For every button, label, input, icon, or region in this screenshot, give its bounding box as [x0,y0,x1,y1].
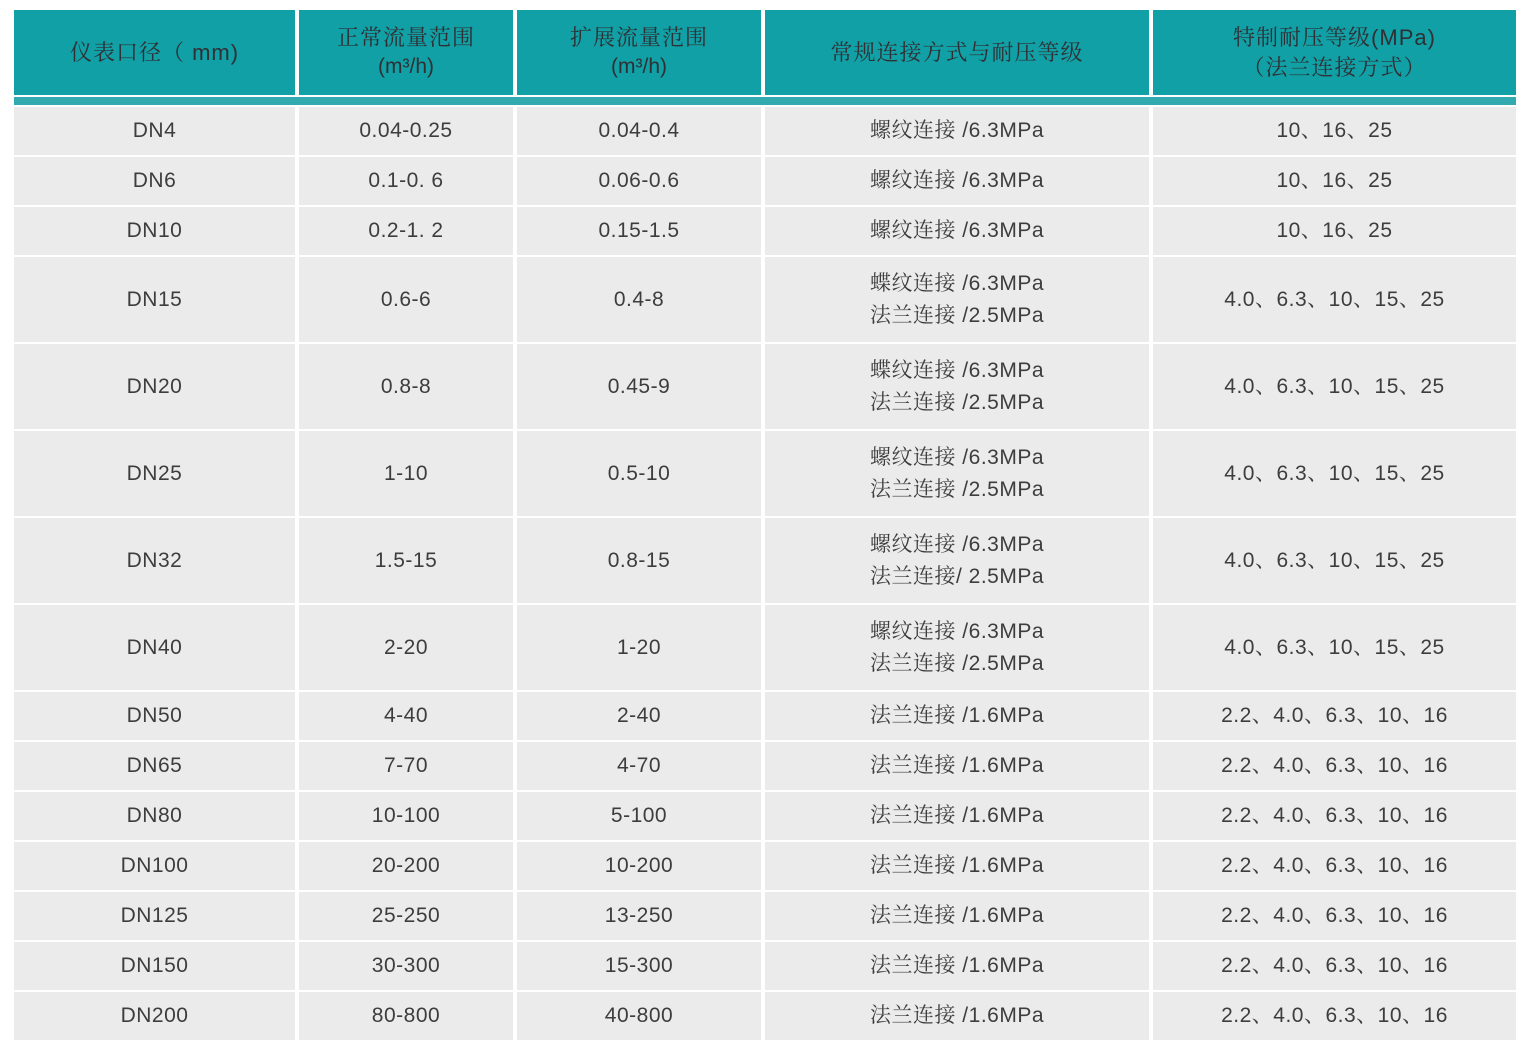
extended-range-value: 0.04-0.4 [598,119,680,143]
connection-line-2: 法兰连接 /2.5MPa [869,651,1045,675]
cell-size [14,992,295,1040]
cell-normal-range [299,842,513,890]
extended-range-value: 2-40 [616,704,662,728]
connection-line-1: 螺纹连接 /6.3MPa [869,119,1045,143]
special-pressure-value: 4.0、6.3、10、15、25 [1224,635,1445,659]
cell-special-pressure [1153,518,1516,603]
normal-range-value: 0.8-8 [380,374,432,398]
cell-special-pressure [1153,992,1516,1040]
extended-range-value: 0.5-10 [607,461,671,485]
cell-normal-range [299,605,513,690]
cell-connection [765,257,1149,342]
extended-range-value: 5-100 [610,804,668,828]
cell-connection [765,692,1149,740]
cell-extended-range [517,992,761,1040]
cell-special-pressure [1153,107,1516,155]
special-pressure-value: 4.0、6.3、10、15、25 [1224,461,1445,485]
size-value: DN25 [126,461,183,485]
extended-range-value: 0.06-0.6 [598,169,680,193]
cell-connection [765,344,1149,429]
size-value: DN150 [120,954,189,978]
cell-size [14,742,295,790]
normal-range-value: 0.2-1. 2 [368,219,444,243]
connection-line-1: 法兰连接 /1.6MPa [869,704,1045,728]
cell-extended-range [517,892,761,940]
normal-range-value: 80-800 [371,1004,441,1028]
size-value: DN20 [126,374,183,398]
header-extended-flow-line1: 扩展流量范围 [569,25,708,51]
cell-size [14,892,295,940]
header-meter-diameter [14,10,295,95]
cell-normal-range [299,692,513,740]
cell-normal-range [299,431,513,516]
special-pressure-value: 4.0、6.3、10、15、25 [1224,548,1445,572]
cell-connection [765,842,1149,890]
size-value: DN125 [120,904,189,928]
connection-line-2: 法兰连接 /2.5MPa [869,303,1045,327]
cell-special-pressure [1153,344,1516,429]
table-row [14,207,1516,255]
cell-normal-range [299,257,513,342]
cell-extended-range [517,842,761,890]
header-special-pressure-line1: 特制耐压等级(MPa) [1233,24,1436,50]
cell-extended-range [517,518,761,603]
cell-size [14,257,295,342]
cell-size [14,605,295,690]
connection-line-2: 法兰连接 /2.5MPa [869,390,1045,414]
cell-special-pressure [1153,257,1516,342]
table-row [14,792,1516,840]
cell-extended-range [517,257,761,342]
cell-normal-range [299,344,513,429]
special-pressure-value: 4.0、6.3、10、15、25 [1224,374,1445,398]
header-normal-flow-line1: 正常流量范围 [336,25,475,51]
table-row [14,107,1516,155]
normal-range-value: 25-250 [371,904,441,928]
cell-normal-range [299,992,513,1040]
cell-size [14,692,295,740]
special-pressure-value: 2.2、4.0、6.3、10、16 [1221,1004,1448,1028]
table-row [14,605,1516,690]
connection-line-1: 法兰连接 /1.6MPa [869,754,1045,778]
cell-size [14,207,295,255]
connection-line-1: 蝶纹连接 /6.3MPa [869,272,1045,295]
extended-range-value: 0.15-1.5 [598,219,680,243]
normal-range-value: 0.6-6 [380,287,432,311]
cell-special-pressure [1153,792,1516,840]
table-row [14,344,1516,429]
cell-extended-range [517,692,761,740]
size-value: DN65 [126,754,183,778]
header-underline-strip [14,97,1516,105]
cell-normal-range [299,157,513,205]
header-extended-flow-unit: (m³/h) [611,55,667,79]
header-connection-pressure-label: 常规连接方式与耐压等级 [830,39,1084,65]
special-pressure-value: 2.2、4.0、6.3、10、16 [1221,804,1448,828]
cell-connection [765,942,1149,990]
connection-line-1: 法兰连接 /1.6MPa [869,854,1045,878]
cell-connection [765,892,1149,940]
connection-line-1: 螺纹连接 /6.3MPa [869,169,1045,193]
cell-connection [765,605,1149,690]
cell-extended-range [517,792,761,840]
special-pressure-value: 10、16、25 [1276,219,1393,243]
cell-connection [765,992,1149,1040]
extended-range-value: 0.45-9 [607,374,671,398]
connection-line-1: 法兰连接 /1.6MPa [869,904,1045,928]
extended-range-value: 13-250 [604,904,674,928]
normal-range-value: 1-10 [383,461,429,485]
normal-range-value: 20-200 [371,854,441,878]
special-pressure-value: 4.0、6.3、10、15、25 [1224,287,1445,311]
size-value: DN32 [126,548,183,572]
special-pressure-value: 2.2、4.0、6.3、10、16 [1221,854,1448,878]
header-normal-flow-range [299,10,513,95]
cell-special-pressure [1153,842,1516,890]
cell-extended-range [517,207,761,255]
special-pressure-value: 10、16、25 [1276,169,1393,193]
table-row [14,692,1516,740]
cell-extended-range [517,107,761,155]
table-body [14,107,1516,1040]
header-extended-flow-range [517,10,761,95]
cell-connection [765,792,1149,840]
header-special-pressure [1153,10,1516,95]
cell-normal-range [299,742,513,790]
cell-connection [765,207,1149,255]
cell-extended-range [517,942,761,990]
cell-size [14,518,295,603]
cell-normal-range [299,207,513,255]
connection-line-2: 法兰连接/ 2.5MPa [869,564,1045,588]
cell-extended-range [517,157,761,205]
table-header-row [14,10,1516,95]
cell-extended-range [517,344,761,429]
size-value: DN10 [126,219,183,243]
cell-connection [765,742,1149,790]
cell-normal-range [299,518,513,603]
cell-extended-range [517,431,761,516]
normal-range-value: 0.04-0.25 [359,119,453,143]
connection-line-1: 螺纹连接 /6.3MPa [869,533,1045,556]
size-value: DN50 [126,704,183,728]
header-connection-pressure [765,10,1149,95]
size-value: DN80 [126,804,183,828]
extended-range-value: 15-300 [604,954,674,978]
special-pressure-value: 10、16、25 [1276,119,1393,143]
size-value: DN200 [120,1004,189,1028]
cell-normal-range [299,107,513,155]
connection-line-2: 法兰连接 /2.5MPa [869,477,1045,501]
special-pressure-value: 2.2、4.0、6.3、10、16 [1221,954,1448,978]
cell-special-pressure [1153,692,1516,740]
cell-extended-range [517,605,761,690]
size-value: DN4 [132,119,177,143]
cell-special-pressure [1153,431,1516,516]
size-value: DN15 [126,287,183,311]
cell-special-pressure [1153,892,1516,940]
connection-line-1: 法兰连接 /1.6MPa [869,954,1045,978]
table-row [14,842,1516,890]
normal-range-value: 4-40 [383,704,429,728]
connection-line-1: 蝶纹连接 /6.3MPa [869,359,1045,382]
normal-range-value: 1.5-15 [374,548,438,572]
normal-range-value: 2-20 [383,635,429,659]
normal-range-value: 0.1-0. 6 [368,169,444,193]
header-meter-diameter-label: 仪表口径（ mm) [69,39,240,65]
special-pressure-value: 2.2、4.0、6.3、10、16 [1221,904,1448,928]
cell-size [14,942,295,990]
special-pressure-value: 2.2、4.0、6.3、10、16 [1221,704,1448,728]
special-pressure-value: 2.2、4.0、6.3、10、16 [1221,754,1448,778]
size-value: DN6 [132,169,177,193]
cell-size [14,842,295,890]
size-value: DN100 [120,854,189,878]
cell-size [14,344,295,429]
cell-special-pressure [1153,207,1516,255]
cell-size [14,157,295,205]
connection-line-1: 螺纹连接 /6.3MPa [869,219,1045,243]
cell-special-pressure [1153,157,1516,205]
table-row [14,257,1516,342]
cell-extended-range [517,742,761,790]
table-row [14,942,1516,990]
cell-connection [765,518,1149,603]
extended-range-value: 0.8-15 [607,548,671,572]
cell-special-pressure [1153,742,1516,790]
cell-special-pressure [1153,942,1516,990]
table-row [14,431,1516,516]
normal-range-value: 10-100 [371,804,441,828]
table-row [14,892,1516,940]
cell-connection [765,157,1149,205]
connection-line-1: 法兰连接 /1.6MPa [869,1004,1045,1028]
header-normal-flow-unit: (m³/h) [378,55,434,79]
cell-normal-range [299,942,513,990]
normal-range-value: 30-300 [371,954,441,978]
table-row [14,157,1516,205]
connection-line-1: 螺纹连接 /6.3MPa [869,446,1045,469]
cell-size [14,431,295,516]
table-row [14,518,1516,603]
header-special-pressure-line2: （法兰连接方式） [1242,54,1427,80]
connection-line-1: 螺纹连接 /6.3MPa [869,620,1045,643]
connection-line-1: 法兰连接 /1.6MPa [869,804,1045,828]
cell-connection [765,107,1149,155]
table-row [14,742,1516,790]
cell-normal-range [299,792,513,840]
cell-special-pressure [1153,605,1516,690]
cell-connection [765,431,1149,516]
spec-table [14,10,1516,1040]
extended-range-value: 1-20 [616,635,662,659]
cell-size [14,792,295,840]
extended-range-value: 40-800 [604,1004,674,1028]
size-value: DN40 [126,635,183,659]
cell-size [14,107,295,155]
normal-range-value: 7-70 [383,754,429,778]
extended-range-value: 10-200 [604,854,674,878]
extended-range-value: 0.4-8 [613,287,665,311]
table-row [14,992,1516,1040]
cell-normal-range [299,892,513,940]
extended-range-value: 4-70 [616,754,662,778]
